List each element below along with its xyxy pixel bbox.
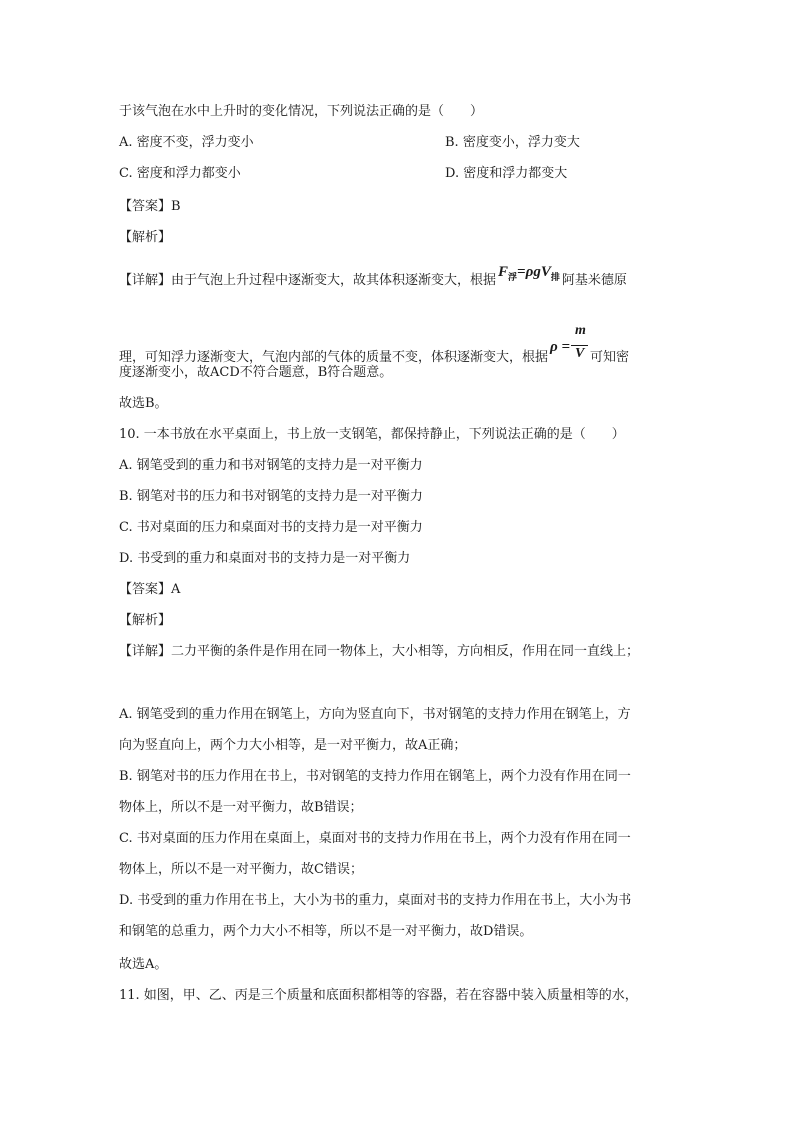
density-formula bbox=[550, 323, 588, 373]
q9-detail-part1: 【详解】由于气泡上升过程中逐渐变大，故其体积逐渐变大，根据 bbox=[119, 273, 497, 288]
q9-conclusion: 故选B。 bbox=[119, 396, 168, 411]
q9-stem-tail: 于该气泡在水中上升时的变化情况，下列说法正确的是（ ） bbox=[119, 104, 484, 119]
formula-f: F bbox=[498, 264, 509, 280]
q9-option-d: D. 密度和浮力都变大 bbox=[445, 166, 568, 181]
formula-rho: ρ = bbox=[550, 339, 571, 355]
formula-denominator: V bbox=[575, 346, 585, 361]
q10-answer: 【答案】A bbox=[119, 582, 181, 597]
q10-explain-d-line1: D. 书受到的重力作用在书上，大小为书的重力，桌面对书的支持力作用在书上，大小为书 bbox=[119, 893, 632, 908]
formula-f-subscript: 浮 bbox=[508, 272, 518, 282]
q10-explain-b-line1: B. 钢笔对书的压力作用在书上，书对钢笔的支持力作用在钢笔上，两个力没有作用在同一 bbox=[119, 769, 631, 784]
q10-detail: 【详解】二力平衡的条件是作用在同一物体上，大小相等，方向相反，作用在同一直线上； bbox=[119, 644, 640, 659]
q10-explain-b-line2: 物体上，所以不是一对平衡力，故B错误； bbox=[119, 800, 363, 815]
q10-explain-d-line2: 和钢笔的总重力，两个力大小不相等，所以不是一对平衡力，故D错误。 bbox=[119, 924, 533, 939]
q11-stem: 11. 如图，甲、乙、丙是三个质量和底面积都相等的容器，若在容器中装入质量相等的水， bbox=[119, 988, 638, 1003]
q9-detail-line3: 度逐渐变小，故ACD不符合题意，B符合题意。 bbox=[119, 365, 393, 380]
q9-answer: 【答案】B bbox=[119, 199, 181, 214]
q9-option-c: C. 密度和浮力都变小 bbox=[119, 166, 241, 181]
q9-detail-part4: 可知密 bbox=[590, 350, 630, 365]
q10-option-b: B. 钢笔对书的压力和书对钢笔的支持力是一对平衡力 bbox=[119, 489, 423, 504]
q10-option-c: C. 书对桌面的压力和桌面对书的支持力是一对平衡力 bbox=[119, 520, 423, 535]
buoyancy-formula bbox=[498, 264, 560, 285]
formula-v-subscript: 排 bbox=[550, 272, 560, 282]
q9-option-a: A. 密度不变，浮力变小 bbox=[119, 135, 254, 150]
formula-numerator: m bbox=[575, 323, 586, 338]
q9-option-b: B. 密度变小，浮力变大 bbox=[445, 135, 580, 150]
q9-analysis-title: 【解析】 bbox=[119, 230, 172, 245]
q10-explain-a-line1: A. 钢笔受到的重力作用在钢笔上，方向为竖直向下，书对钢笔的支持力作用在钢笔上，方 bbox=[119, 707, 631, 722]
q9-detail-line1 bbox=[119, 264, 627, 293]
q10-option-a: A. 钢笔受到的重力和书对钢笔的支持力是一对平衡力 bbox=[119, 458, 423, 473]
q10-option-d: D. 书受到的重力和桌面对书的支持力是一对平衡力 bbox=[119, 551, 411, 566]
q10-conclusion: 故选A。 bbox=[119, 957, 168, 972]
q10-explain-c-line1: C. 书对桌面的压力作用在桌面上，桌面对书的支持力作用在书上，两个力没有作用在同一 bbox=[119, 831, 631, 846]
q10-stem: 10. 一本书放在水平桌面上，书上放一支钢笔，都保持静止，下列说法正确的是（ ） bbox=[119, 427, 625, 442]
formula-rho-g-v: =ρgV bbox=[517, 264, 551, 280]
q9-detail-part3: 理，可知浮力逐渐变大，气泡内部的气体的质量不变，体积逐渐变大，根据 bbox=[119, 350, 549, 365]
q10-explain-c-line2: 物体上，所以不是一对平衡力，故C错误； bbox=[119, 862, 363, 877]
q10-explain-a-line2: 向为竖直向上，两个力大小相等，是一对平衡力，故A正确； bbox=[119, 738, 467, 753]
q9-detail-part2: 阿基米德原 bbox=[561, 273, 627, 288]
q10-analysis-title: 【解析】 bbox=[119, 613, 172, 628]
